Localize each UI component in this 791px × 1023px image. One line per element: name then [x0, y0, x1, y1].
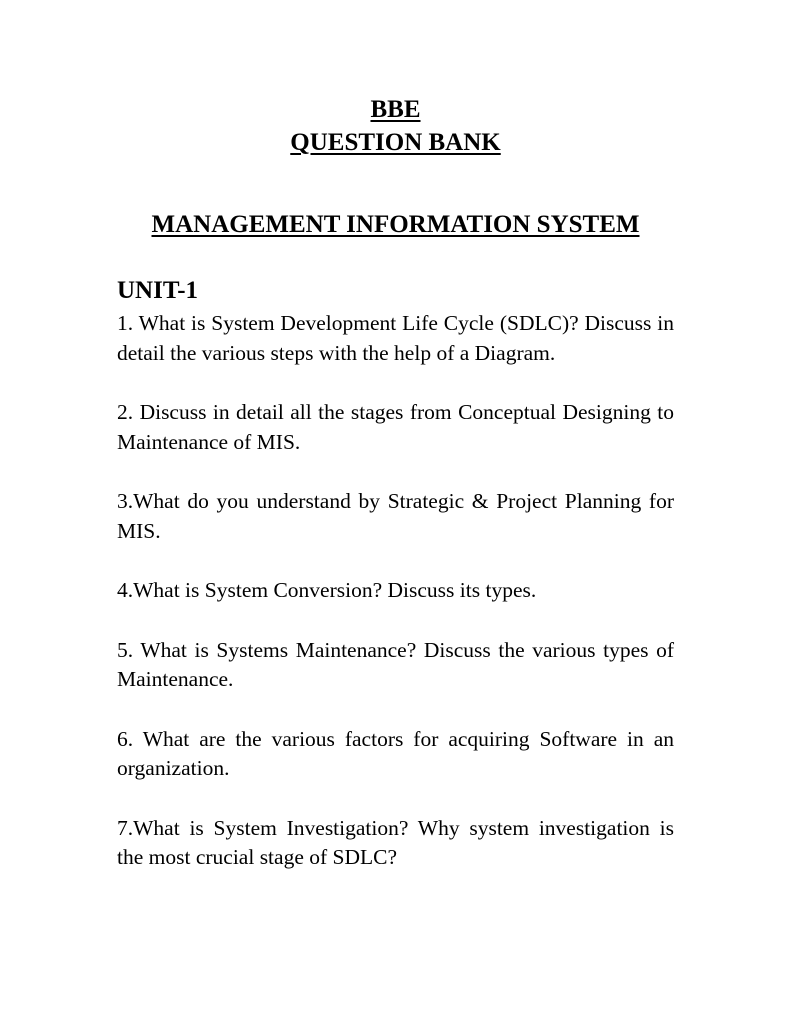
question-item: 4.What is System Conversion? Discuss its types.	[117, 578, 537, 602]
question-item: 7.What is System Investigation? Why system investigation is the most crucial stage of SDLC?	[117, 815, 674, 869]
unit-heading: UNIT-1	[117, 277, 199, 304]
question-item: 2. Discuss in detail all the stages from Conceptual Designing to Maintenance of MIS.	[117, 400, 674, 454]
question-list	[117, 309, 674, 903]
document-title-bbe: BBE	[370, 96, 421, 123]
document-title-question-bank: QUESTION BANK	[290, 129, 501, 156]
question-item: 3.What do you understand by Strategic & Project Planning for MIS.	[117, 489, 674, 543]
question-item: 1. What is System Development Life Cycle (SDLC)? Discuss in detail the various steps with the help of a Diagram.	[117, 311, 674, 365]
question-item: 5. What is Systems Maintenance? Discuss the various types of Maintenance.	[117, 637, 674, 691]
subject-heading: MANAGEMENT INFORMATION SYSTEM	[151, 211, 640, 238]
question-item: 6. What are the various factors for acquiring Software in an organization.	[117, 726, 674, 780]
